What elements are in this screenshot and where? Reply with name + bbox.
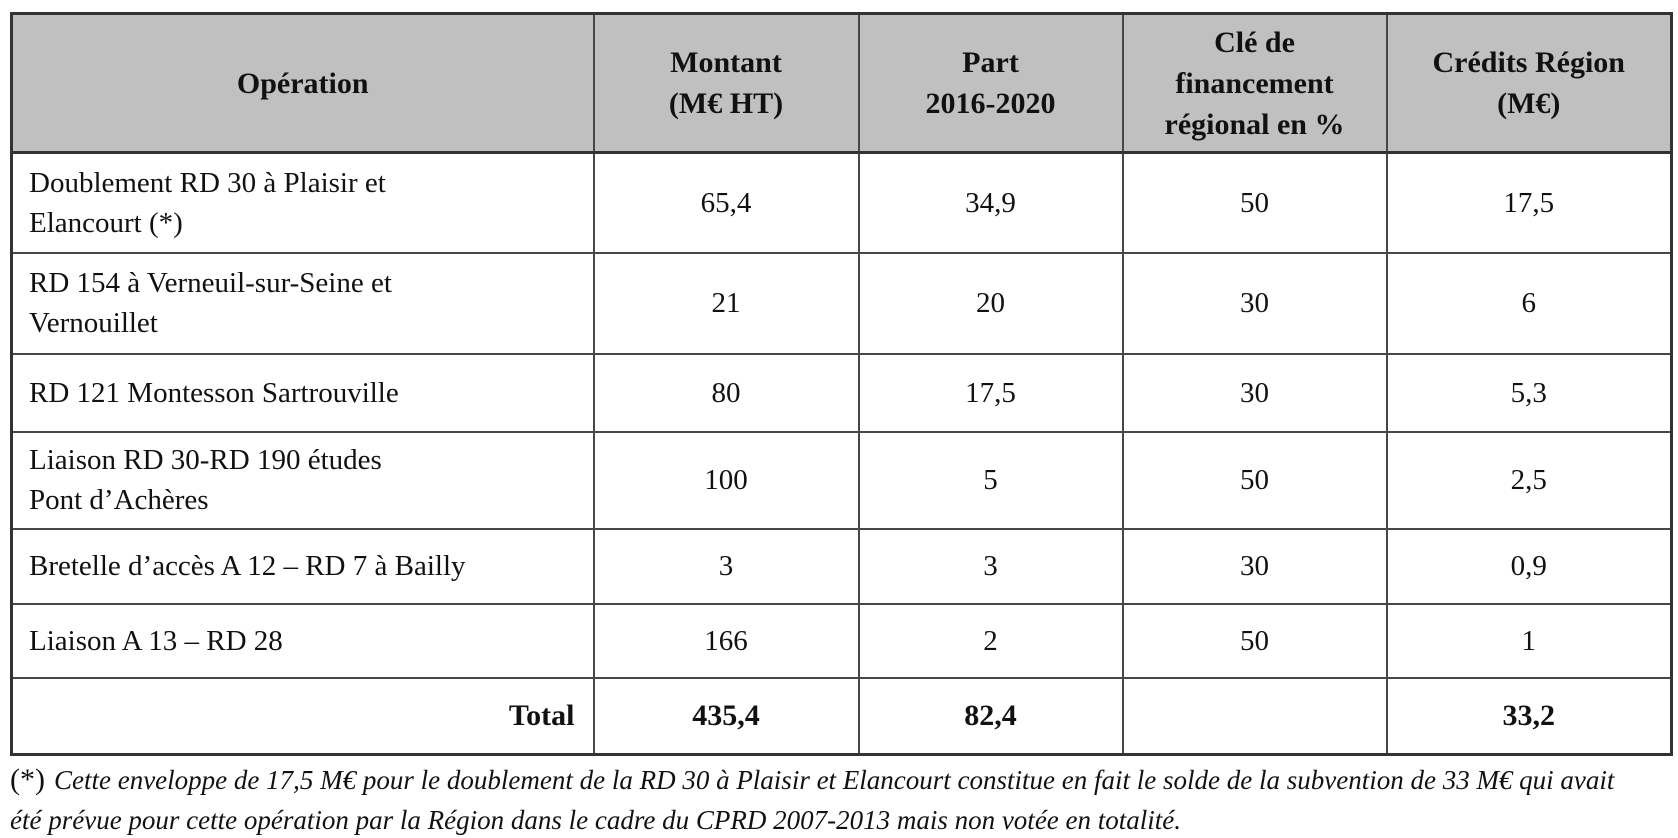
operation-line: Doublement RD 30 à Plaisir et [29,166,386,199]
footnote-line-1: Cette enveloppe de 17,5 M€ pour le doublement de la RD 30 à Plaisir et Elancourt constitue en fait le solde de la subvention de 33 M€ qui avait [53,765,1615,795]
total-row [12,678,1672,755]
cell-cle: 30 [1123,354,1387,432]
cell-part: 20 [859,253,1123,354]
cell-credits: 17,5 [1387,153,1672,253]
cell-credits: 2,5 [1387,432,1672,529]
header-line: Opération [236,66,369,100]
cell-operation [12,529,594,604]
cell-operation [12,354,594,432]
cell-montant: 80 [594,354,859,432]
cell-cle: 50 [1123,432,1387,529]
operation-line: Liaison A 13 – RD 28 [29,624,283,657]
header-line: 2016-2020 [925,87,1056,120]
operation-line: RD 154 à Verneuil-sur-Seine et [29,267,392,299]
cell-montant: 21 [594,253,859,354]
cell-credits: 0,9 [1387,529,1672,604]
header-line: Part [962,46,1019,79]
operation-line: Vernouillet [29,307,158,339]
table-row [12,432,1672,529]
header-line: Montant [670,46,782,79]
cell-operation [12,253,594,354]
footnote [10,760,1670,838]
cell-part: 2 [859,604,1123,678]
operation-line: RD 121 Montesson Sartrouville [29,376,399,409]
cell-montant: 100 [594,432,859,529]
funding-table [10,12,1673,756]
total-montant: 435,4 [594,678,859,755]
cell-cle: 30 [1123,529,1387,604]
column-header-montant [594,14,859,153]
column-header-operation [12,14,594,153]
cell-operation [12,432,594,529]
header-line: financement [1175,66,1334,100]
cell-part: 34,9 [859,153,1123,253]
footnote-marker: (*) [10,763,45,796]
operation-line: Pont d’Achères [29,484,209,516]
cell-montant: 166 [594,604,859,678]
total-cle [1123,678,1387,755]
header-line: régional en % [1164,107,1345,141]
header-line: (M€ HT) [668,87,784,120]
total-credits: 33,2 [1387,678,1672,755]
header-line: Clé de [1214,25,1295,59]
table-row [12,529,1672,604]
table-row [12,153,1672,253]
cell-operation [12,153,594,253]
cell-credits: 6 [1387,253,1672,354]
cell-montant: 3 [594,529,859,604]
cell-part: 3 [859,529,1123,604]
table-row [12,354,1672,432]
table-row [12,604,1672,678]
cell-credits: 1 [1387,604,1672,678]
header-line: (M€) [1497,87,1561,120]
cell-part: 17,5 [859,354,1123,432]
total-part: 82,4 [859,678,1123,755]
cell-cle: 50 [1123,604,1387,678]
column-header-credits [1387,14,1672,153]
table-row [12,253,1672,354]
footnote-line-2: été prévue pour cette opération par la Région dans le cadre du CPRD 2007-2013 mais non votée en totalité. [10,805,1182,835]
header-row [12,14,1672,153]
column-header-part [859,14,1123,153]
cell-part: 5 [859,432,1123,529]
cell-montant: 65,4 [594,153,859,253]
operation-line: Liaison RD 30-RD 190 études [29,444,382,476]
header-line: Crédits Région [1432,46,1625,79]
column-header-cle [1123,14,1387,153]
cell-cle: 30 [1123,253,1387,354]
cell-credits: 5,3 [1387,354,1672,432]
total-label: Total [12,678,594,755]
operation-line: Bretelle d’accès A 12 – RD 7 à Bailly [29,550,466,582]
cell-operation [12,604,594,678]
operation-line: Elancourt (*) [29,206,183,239]
cell-cle: 50 [1123,153,1387,253]
